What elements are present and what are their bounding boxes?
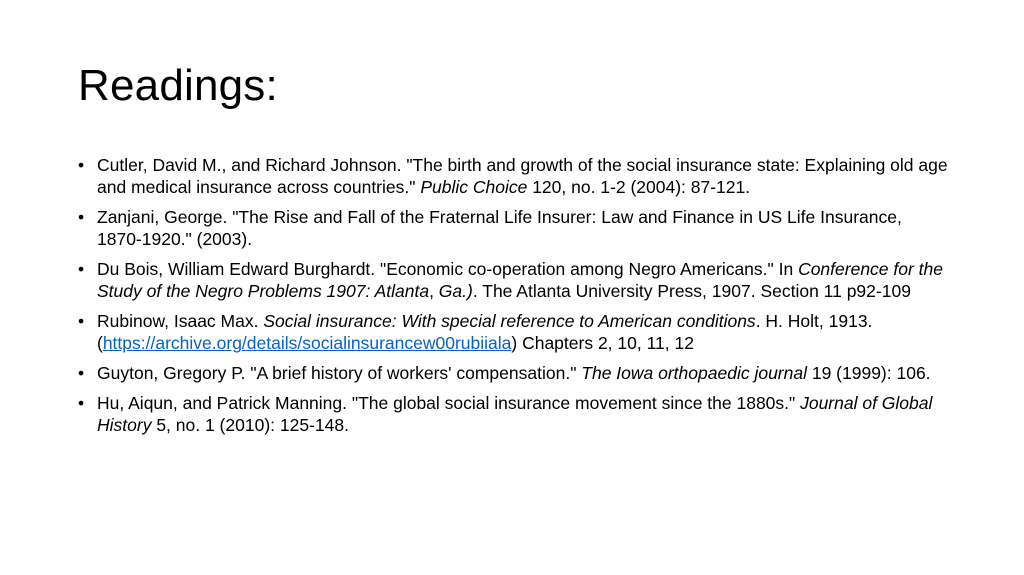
reference-item bbox=[78, 154, 950, 198]
reference-item bbox=[78, 362, 950, 384]
reference-text: 5, no. 1 (2010): 125-148. bbox=[151, 415, 349, 435]
reference-text: ) Chapters 2, 10, 11, 12 bbox=[511, 333, 694, 353]
bullet-icon: • bbox=[78, 363, 85, 383]
reference-item bbox=[78, 310, 950, 354]
reference-source-title: Journal of Global History bbox=[97, 393, 933, 435]
reference-item bbox=[78, 206, 950, 250]
reference-source-title: Conference for the Study of the Negro Problems 1907: Atlanta bbox=[97, 259, 944, 301]
reference-link[interactable]: https://archive.org/details/socialinsurancew00rubiiala bbox=[102, 333, 512, 353]
reference-text: Guyton, Gregory P. "A brief history of workers' compensation." bbox=[97, 363, 582, 383]
reference-source-title: Ga.) bbox=[438, 281, 473, 301]
reference-source-title: Social insurance: With special reference to American conditions bbox=[263, 311, 756, 331]
reference-text: 19 (1999): 106. bbox=[806, 363, 931, 383]
bullet-icon: • bbox=[78, 207, 85, 227]
bullet-icon: • bbox=[78, 155, 85, 175]
bullet-icon: • bbox=[78, 259, 85, 279]
reference-text: , bbox=[429, 281, 439, 301]
reference-item bbox=[78, 392, 950, 436]
reference-item bbox=[78, 258, 950, 302]
reference-list bbox=[78, 154, 950, 444]
reference-source-title: The Iowa orthopaedic journal bbox=[581, 363, 807, 383]
reference-source-title: Public Choice bbox=[420, 177, 528, 197]
reference-text: 120, no. 1-2 (2004): 87-121. bbox=[527, 177, 751, 197]
bullet-icon: • bbox=[78, 311, 85, 331]
reference-text: . H. Holt, 1913. ( bbox=[97, 311, 873, 353]
bullet-icon: • bbox=[78, 393, 85, 413]
reference-text: Du Bois, William Edward Burghardt. "Economic co-operation among Negro Americans." In bbox=[97, 259, 799, 279]
slide-title: Readings: bbox=[78, 61, 278, 110]
reference-text: Rubinow, Isaac Max. bbox=[97, 311, 264, 331]
reference-text: . The Atlanta University Press, 1907. Section 11 p92-109 bbox=[472, 281, 911, 301]
reference-text: Zanjani, George. "The Rise and Fall of the Fraternal Life Insurer: Law and Finance in US Life Insurance, 1870-1920." (2003). bbox=[97, 207, 902, 249]
reference-text: Hu, Aiqun, and Patrick Manning. "The global social insurance movement since the 1880s." bbox=[97, 393, 801, 413]
reference-text: Cutler, David M., and Richard Johnson. "The birth and growth of the social insurance state: Explaining old age and medical insurance across countries." bbox=[97, 155, 948, 197]
